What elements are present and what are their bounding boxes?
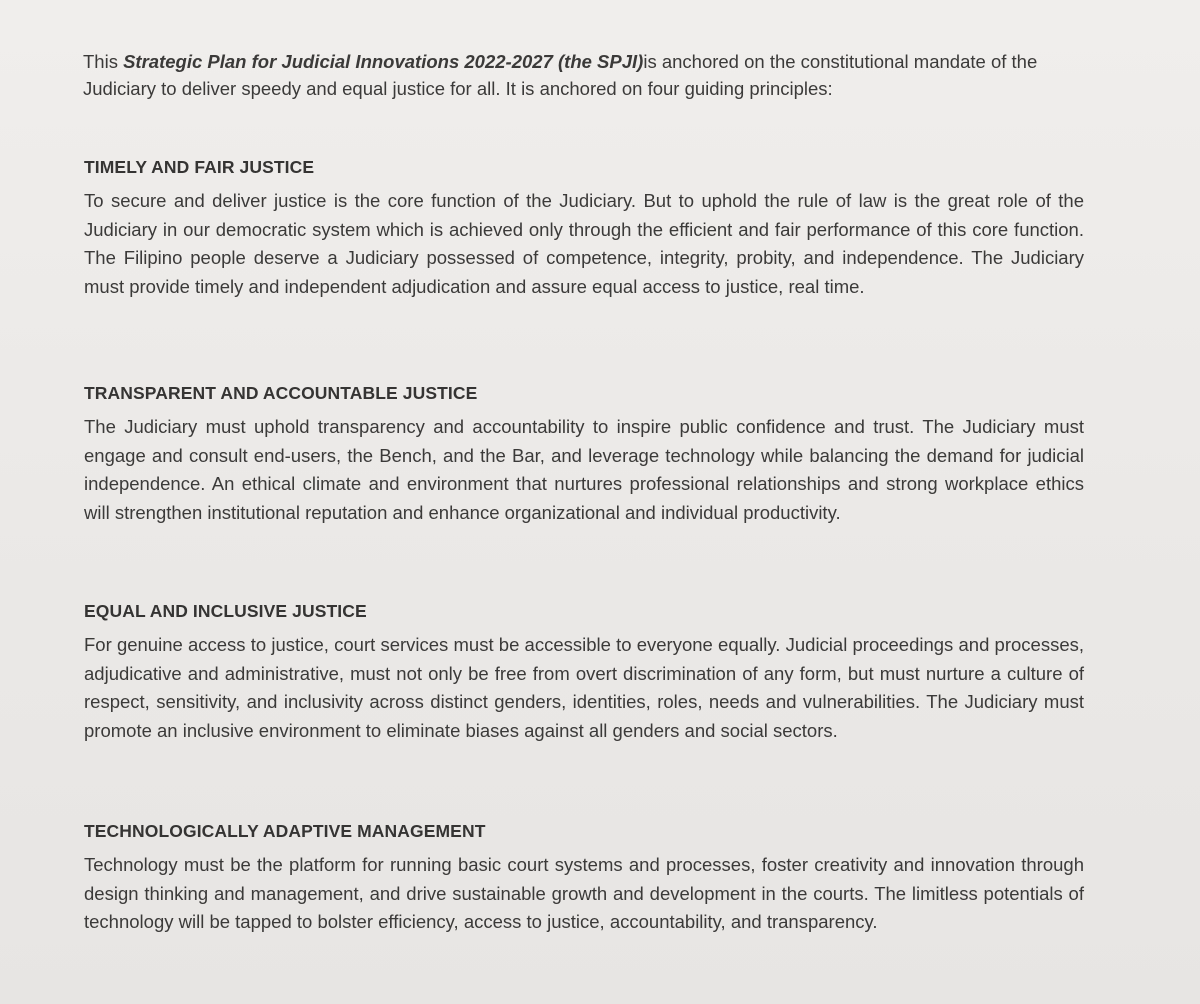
principle-heading: EQUAL AND INCLUSIVE JUSTICE <box>84 601 367 621</box>
principle-body: To secure and deliver justice is the core function of the Judiciary. But to uphold the rule of law is the great role of the Judiciary in our democratic system which is achieved only through the efficient and fair performance of this core function. The Filipino people deserve a Judiciary possessed of competence, integrity, probity, and independence. The Judiciary must provide timely and independent adjudication and assure equal access to justice, real time. <box>84 190 1084 297</box>
plan-title: Strategic Plan for Judicial Innovations 2022-2027 (the SPJI) <box>123 51 644 72</box>
principle-heading: TRANSPARENT AND ACCOUNTABLE JUSTICE <box>84 383 478 403</box>
intro-lead: This <box>83 51 124 72</box>
intro-paragraph <box>83 48 1083 102</box>
principle-body: Technology must be the platform for running basic court systems and processes, foster creativity and innovation through design thinking and management, and drive sustainable growth and development in the courts. The limitless potentials of technology will be tapped to bolster efficiency, access to justice, accountability, and transparency. <box>84 854 1084 932</box>
principle-transparent-and-accountable <box>84 383 1084 527</box>
principle-equal-and-inclusive <box>84 601 1084 745</box>
principle-technologically-adaptive <box>84 821 1084 937</box>
principle-heading: TECHNOLOGICALLY ADAPTIVE MANAGEMENT <box>84 821 486 841</box>
principle-body: The Judiciary must uphold transparency and accountability to inspire public confidence and trust. The Judiciary must engage and consult end-users, the Bench, and the Bar, and leverage technology while balancing the demand for judicial independence. An ethical climate and environment that nurtures professional relationships and strong workplace ethics will strengthen institutional reputation and enhance organizational and individual productivity. <box>84 416 1084 523</box>
intro-rest: is anchored on the constitutional mandate of the Judiciary to deliver speedy and equal justice for all. It is anchored on four guiding principles: <box>83 51 1038 99</box>
principle-heading: TIMELY AND FAIR JUSTICE <box>84 157 315 177</box>
principle-timely-and-fair <box>84 157 1084 301</box>
principle-body: For genuine access to justice, court services must be accessible to everyone equally. Judicial proceedings and processes, adjudicative and administrative, must not only be free from overt discrimination of any form, but must nurture a culture of respect, sensitivity, and inclusivity across distinct genders, identities, roles, needs and vulnerabilities. The Judiciary must promote an inclusive environment to eliminate biases against all genders and social sectors. <box>84 634 1084 741</box>
